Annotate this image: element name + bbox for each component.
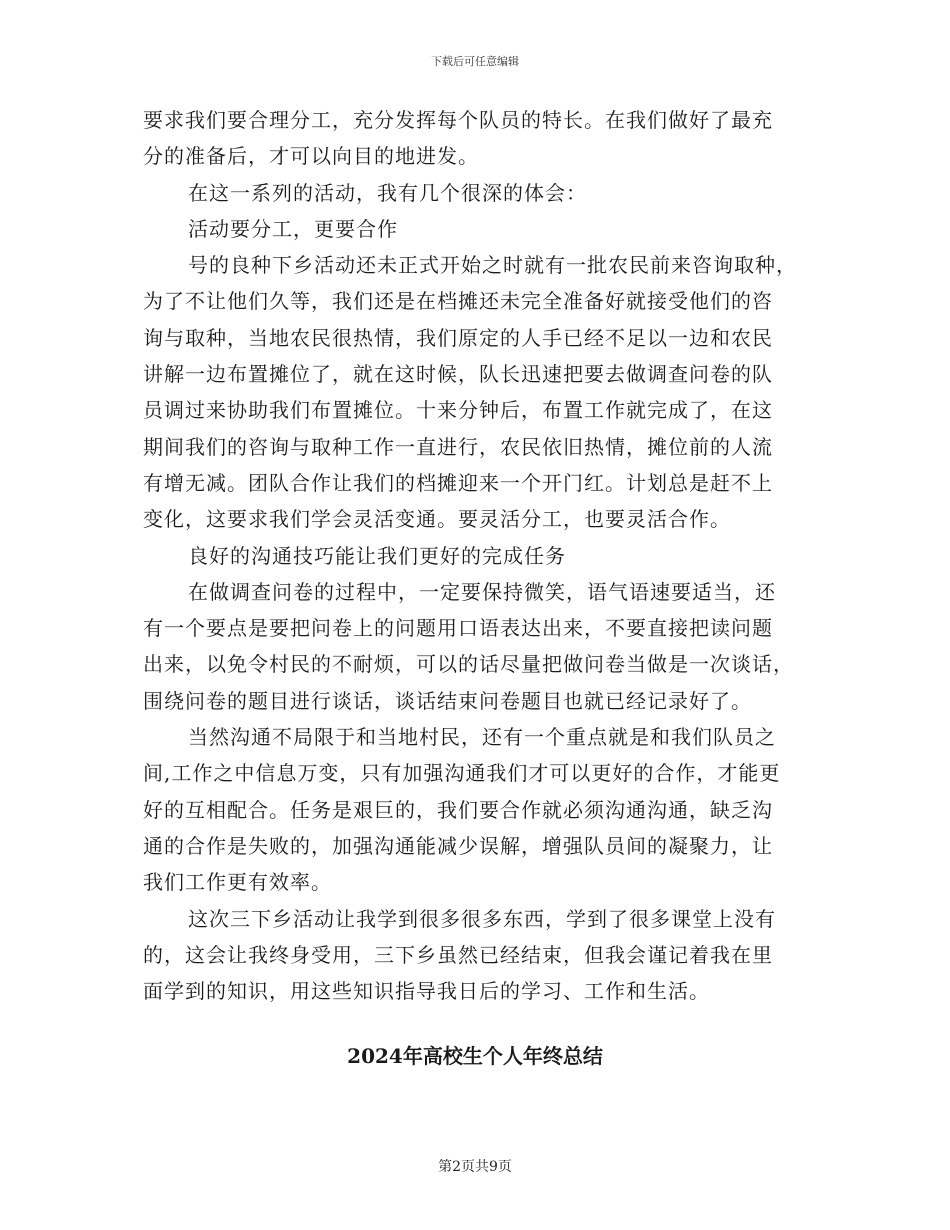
body-line: 好的互相配合。任务是艰巨的，我们要合作就必须沟通沟通，缺乏沟 (143, 797, 773, 822)
page-number: 第2页共9页 (438, 1159, 512, 1175)
document-body (143, 102, 805, 1009)
body-line: 变化，这要求我们学会灵活变通。要灵活分工，也要灵活合作。 (143, 507, 731, 532)
body-line: 面学到的知识，用这些知识指导我日后的学习、工作和生活。 (143, 979, 710, 1004)
body-line: 讲解一边布置摊位了，就在这时候，队长迅速把要去做调查问卷的队 (143, 362, 773, 387)
section-heading: 良好的沟通技巧能让我们更好的完成任务 (188, 543, 566, 568)
section-heading: 活动要分工，更要合作 (188, 216, 398, 241)
body-line: 为了不让他们久等，我们还是在档摊还未完全准备好就接受他们的咨 (143, 289, 773, 314)
body-line: 号的良种下乡活动还未正式开始之时就有一批农民前来咨询取种， (188, 253, 797, 278)
body-line: 询与取种，当地农民很热情，我们原定的人手已经不足以一边和农民 (143, 325, 773, 350)
body-line: 出来，以免令村民的不耐烦，可以的话尽量把做问卷当做是一次谈话， (143, 652, 794, 677)
body-line: 在做调查问卷的过程中，一定要保持微笑，语气语速要适当，还 (188, 579, 776, 604)
body-line: 要求我们要合理分工，充分发挥每个队员的特长。在我们做好了最充 (143, 108, 773, 132)
body-line: 通的合作是失败的，加强沟通能减少误解，增强队员间的凝聚力，让 (143, 833, 773, 858)
body-line: 当然沟通不局限于和当地村民，还有一个重点就是和我们队员之 (188, 725, 776, 750)
body-line: 期间我们的咨询与取种工作一直进行，农民依旧热情，摊位前的人流 (143, 434, 773, 459)
body-line: 间,工作之中信息万变，只有加强沟通我们才可以更好的合作，才能更 (143, 761, 781, 786)
body-line: 有一个要点是要把问卷上的问题用口语表达出来，不要直接把读问题 (143, 616, 773, 641)
body-line: 在这一系列的活动，我有几个很深的体会： (188, 180, 587, 205)
page-header-note: 下载后可任意编辑 (431, 55, 519, 68)
body-line: 这次三下乡活动让我学到很多很多东西，学到了很多课堂上没有 (188, 906, 776, 931)
body-line: 员调过来协助我们布置摊位。十来分钟后，布置工作就完成了，在这 (143, 398, 773, 423)
body-line: 分的准备后，才可以向目的地进发。 (143, 144, 479, 169)
document-title: 2024年高校生个人年终总结 (347, 1044, 603, 1068)
body-line: 我们工作更有效率。 (143, 870, 332, 895)
body-line: 围绕问卷的题目进行谈话，谈话结束问卷题目也就已经记录好了。 (143, 688, 752, 713)
body-line: 的，这会让我终身受用，三下乡虽然已经结束，但我会谨记着我在里 (143, 942, 773, 967)
body-line: 有增无减。团队合作让我们的档摊迎来一个开门红。计划总是赶不上 (143, 470, 773, 495)
